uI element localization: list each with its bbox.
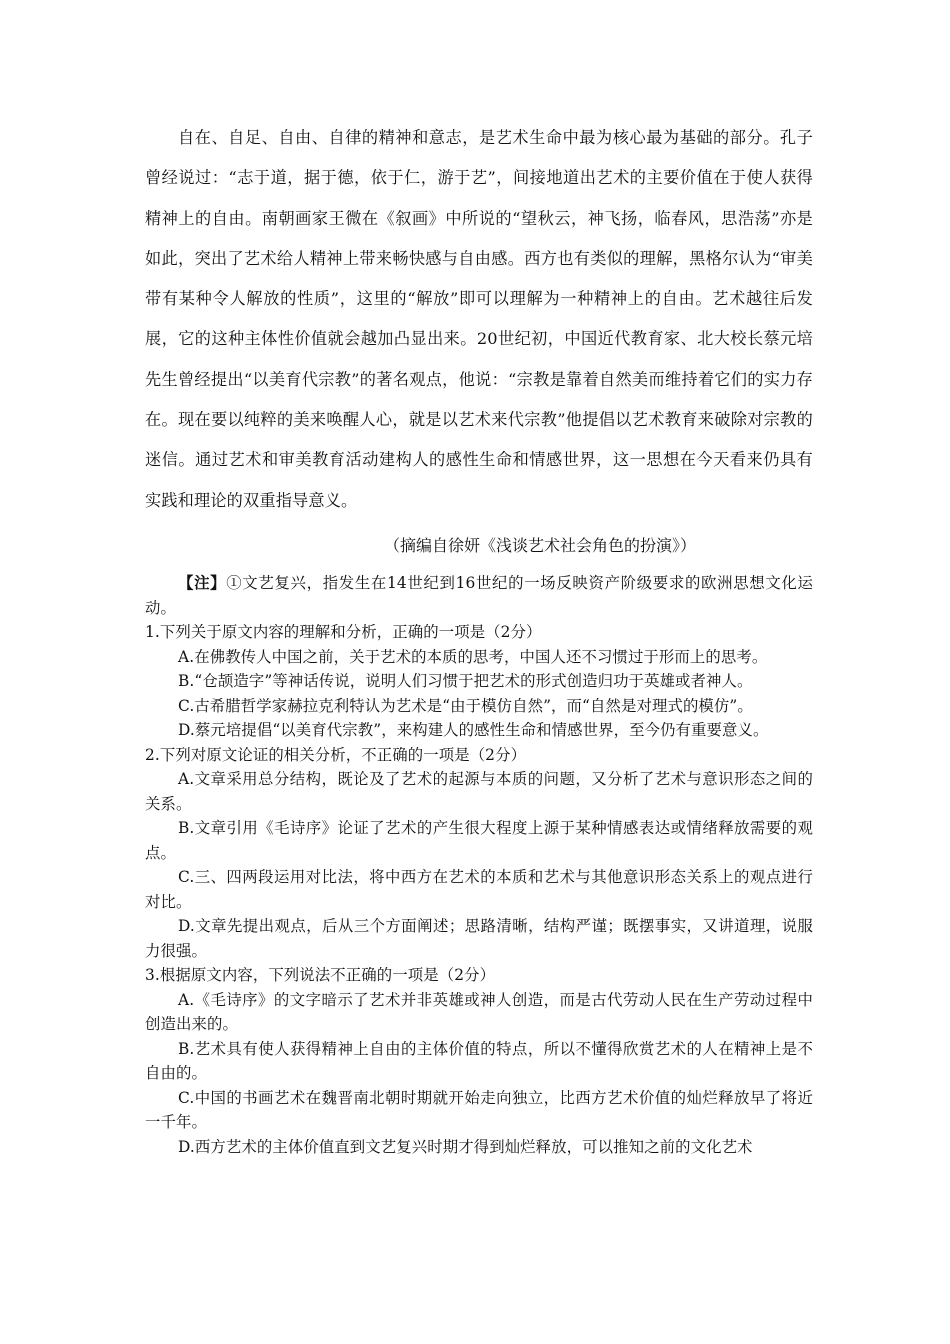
question-3-option-c: C.中国的书画艺术在魏晋南北朝时期就开始走向独立，比西方艺术价值的灿烂释放早了将近一千年。 xyxy=(145,1088,813,1131)
passage-paragraph xyxy=(145,118,813,521)
question-3-option-d: D.西方艺术的主体价值直到文艺复兴时期才得到灿烂释放，可以推知之前的文化艺术 xyxy=(178,1137,753,1156)
question-2-option-c: C.三、四两段运用对比法，将中西方在艺术的本质和艺术与其他意识形态关系上的观点进行对比。 xyxy=(145,868,813,911)
question-2-option-d: D.文章先提出观点，后从三个方面阐述；思路清晰，结构严谨；既摆事实，又讲道理，说服力很强。 xyxy=(145,917,813,960)
question-2-option-b: B.文章引用《毛诗序》论证了艺术的产生很大程度上源于某种情感表达或情绪释放需要的观点。 xyxy=(145,819,813,862)
footnote xyxy=(145,571,813,620)
question-1-option-d: D.蔡元培提倡“以美育代宗教”，来构建人的感性生命和情感世界，至今仍有重要意义。 xyxy=(178,721,769,739)
question-1-option-a: A.在佛教传人中国之前，关于艺术的本质的思考，中国人还不习惯过于形而上的思考。 xyxy=(178,647,768,666)
question-3-option-b: B.艺术具有使人获得精神上自由的主体价值的特点，所以不懂得欣赏艺术的人在精神上是不自由的。 xyxy=(145,1039,813,1082)
question-1-stem: 1.下列关于原文内容的理解和分析，正确的一项是（2分） xyxy=(145,623,542,641)
source-citation: （摘编自徐妍《浅谈艺术社会角色的扮演》） xyxy=(384,536,697,555)
question-3-option-a: A.《毛诗序》的文字暗示了艺术并非英雄或神人创造，而是古代劳动人民在生产劳动过程中创造出来的。 xyxy=(145,990,813,1033)
question-2-option-a: A.文章采用总分结构，既论及了艺术的起源与本质的问题，又分析了艺术与意识形态之间的关系。 xyxy=(145,770,813,813)
question-1-option-b: B.“仓颉造字”等神话传说，说明人们习惯于把艺术的形式创造归功于英雄或者神人。 xyxy=(178,672,753,690)
footnote-text: ①文艺复兴，指发生在14世纪到16世纪的一场反映资产阶级要求的欧洲思想文化运动。 xyxy=(145,574,813,617)
footnote-label: 【注】 xyxy=(178,574,227,592)
question-1-option-c: C.古希腊哲学家赫拉克利特认为艺术是“由于模仿自然”，而“自然是对理式的模仿”。 xyxy=(178,696,753,715)
questions-section xyxy=(145,571,813,1159)
question-3-stem: 3.根据原文内容，下列说法不正确的一项是（2分） xyxy=(145,966,496,984)
passage-text: 自在、自足、自由、自律的精神和意志，是艺术生命中最为核心最为基础的部分。孔子曾经说过：“志于道，据于德，依于仁，游于艺”，间接地道出艺术的主要价值在于使人获得精神上的自由。南朝画家王微在《叙画》中所说的“望秋云，神飞扬，临春风，思浩荡”亦是如此，突出了艺术给人精神上带来畅快感与自由感。西方也有类似的理解，黑格尔认为“审美带有某种令人解放的性质”，这里的“解放”即可以理解为一种精神上的自由。艺术越往后发展，它的这种主体性价值就会越加凸显出来。20世纪初，中国近代教育家、北大校长蔡元培先生曾经提出“以美育代宗教”的著名观点，他说：“宗教是靠着自然美而维持着它们的实力存在。现在要以纯粹的美来唤醒人心，就是以艺术来代宗教”他提倡以艺术教育来破除对宗教的迷信。通过艺术和审美教育活动建构人的感性生命和情感世界，这一思想在今天看来仍具有实践和理论的双重指导意义。 xyxy=(145,128,813,510)
question-2-stem: 2.下列对原文论证的相关分析，不正确的一项是（2分） xyxy=(145,745,527,764)
